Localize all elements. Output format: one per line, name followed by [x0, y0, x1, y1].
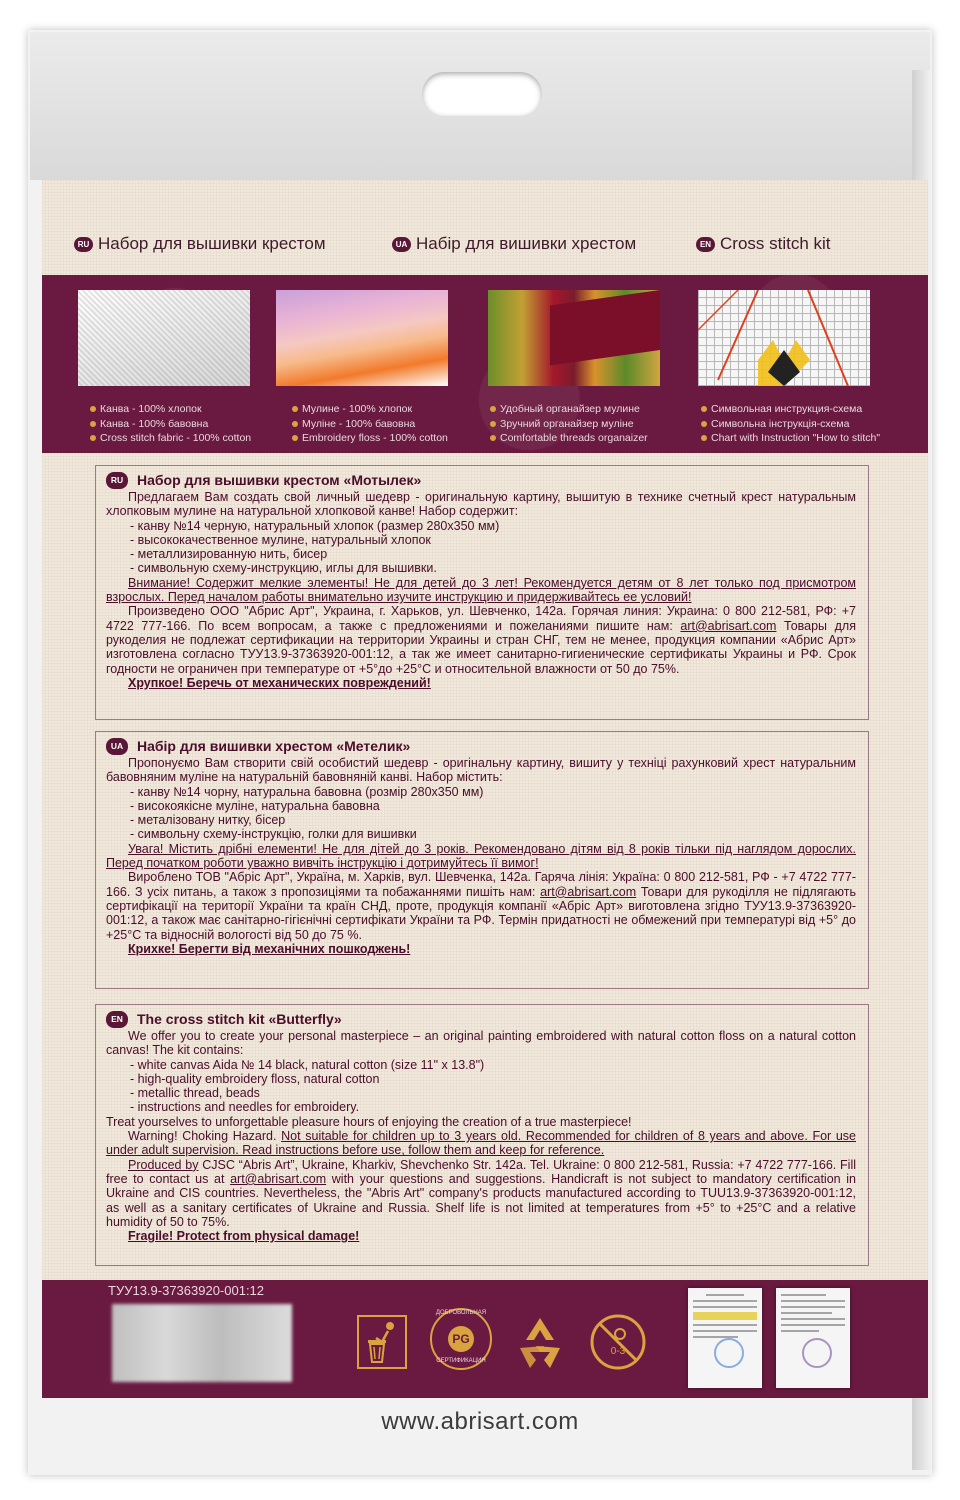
heading-ru — [74, 234, 326, 254]
feature-item: Удобный органайзер мулине — [490, 402, 648, 417]
bullet-icon — [701, 406, 707, 412]
language-headings — [74, 234, 894, 256]
lang-badge-ua: UA — [392, 237, 411, 252]
no-children-icon — [588, 1312, 648, 1372]
en-email-link[interactable]: art@abrisart.com — [230, 1171, 327, 1186]
feature-item: Embroidery floss - 100% cotton — [292, 431, 448, 446]
heading-ua-title: Набір для вишивки хрестом — [416, 234, 637, 253]
bullet-icon — [292, 421, 298, 427]
bullet-icon — [701, 435, 707, 441]
bullet-icon — [292, 406, 298, 412]
en-box-title-text: The cross stitch kit «Butterfly» — [137, 1011, 342, 1028]
feature-item: Зручний органайзер муліне — [490, 417, 648, 432]
en-fragile: Fragile! Protect from physical damage! — [128, 1229, 360, 1244]
ua-description-box — [95, 731, 869, 989]
certification-top-text: ДОБРОВОЛЬНАЯ — [435, 1310, 487, 1316]
ru-email-link[interactable]: art@abrisart.com — [680, 618, 777, 633]
ua-box-title — [106, 738, 856, 755]
certificate-russia-image — [776, 1288, 850, 1388]
ru-intro: Предлагаем Вам создать свой личный шедевр - оригинальную картину, вышитую в технике счетный крест натуральным хлопковым мулине на натуральной хлопковой канве! Набор содержит: — [106, 490, 856, 519]
ua-warning: Увага! Містить дрібні елементи! Не для дітей до 3 років. Рекомендовано дітям від 8 років тільки під наглядом дорослих. Перед початком роботи уважно вивчіть інструкцію і дотримуйтесь її вимог! — [106, 841, 856, 871]
tu-code: ТУУ13.9-37363920-001:12 — [108, 1283, 265, 1298]
pg-label: PG — [452, 1332, 470, 1346]
en-description-box — [95, 1004, 869, 1266]
features-floss — [292, 402, 448, 446]
en-warning: Warning! Choking Hazard. Not suitable for children up to 3 years old. Recommended for children of 8 years and above. For use under adult supervision. Read instructions before use, follow them and keep for reference. — [106, 1129, 856, 1158]
ua-producer: Вироблено ТОВ "Абріс Арт", Україна, м. Харків, вул. Шевченка, 142а. Гаряча лінія: Україна: 0 800 212-581, РФ - +7 4722 777-166. З усіх питань, а також з пропозиціями та побажаннями пишіть нам: art@abrisart.com Товари для рукоділля не підлягають сертифікації на території України та країн СНД, проте, продукція компанії «Абріс Арт» виготовлена згідно ТУУ13.9-37363920-001:12, а також має санітарно-гігієнічні сертифікати України та РФ. Термін придатності не обмежений при температурі від +5° до +25°С та відносній вологості від 50 до 75 %. — [106, 870, 856, 942]
ru-fragile: Хрупкое! Беречь от механических повреждений! — [128, 675, 431, 690]
stamp-icon — [714, 1338, 744, 1368]
ru-item: - металлизированную нить, бисер — [130, 547, 328, 562]
chart-pattern-icon — [698, 290, 870, 386]
features-canvas — [90, 402, 251, 446]
bullet-icon — [490, 435, 496, 441]
en-intro: We offer you to create your personal masterpiece – an original painting embroidered with natural cotton floss on a natural cotton canvas! The kit contains: — [106, 1029, 856, 1058]
ru-item: - высококачественное мулине, натуральный хлопок — [130, 532, 431, 547]
heading-ua — [392, 234, 636, 254]
ua-email-link[interactable]: art@abrisart.com — [540, 884, 637, 899]
bullet-icon — [701, 421, 707, 427]
chart-photo — [698, 290, 870, 386]
lang-badge-ru: RU — [106, 472, 128, 489]
ru-item: - символьную схему-инструкцию, иглы для вышивки. — [130, 561, 437, 576]
organizer-board — [550, 290, 660, 365]
ru-item: - канву №14 черную, натуральный хлопок (размер 280х350 мм) — [130, 518, 500, 533]
recycle-icon — [510, 1312, 570, 1372]
en-box-title — [106, 1011, 856, 1028]
feature-item: Канва - 100% хлопок — [90, 402, 251, 417]
bullet-icon — [90, 406, 96, 412]
en-item: - metallic thread, beads — [130, 1086, 260, 1101]
bullet-icon — [90, 435, 96, 441]
trash-bin-icon — [352, 1312, 412, 1372]
ua-item: - канву №14 чорну, натуральна бавовна (розмір 280х350 мм) — [130, 784, 484, 799]
bullet-icon — [490, 406, 496, 412]
feature-item: Канва - 100% бавовна — [90, 417, 251, 432]
en-treat: Treat yourselves to unforgettable pleasure hours of enjoying the creation of a true masterpiece! — [106, 1114, 632, 1129]
lang-badge-ru: RU — [74, 237, 93, 252]
feature-item: Chart with Instruction "How to stitch" — [701, 431, 880, 446]
ua-item: - металізовану нитку, бісер — [130, 813, 286, 828]
age-label: 0-3 — [610, 1346, 626, 1357]
features-chart — [701, 402, 880, 446]
ru-description-box — [95, 465, 869, 720]
certification-badge — [428, 1306, 494, 1372]
lang-badge-ua: UA — [106, 738, 128, 755]
feature-item: Cross stitch fabric - 100% cotton — [90, 431, 251, 446]
ru-box-title — [106, 472, 856, 489]
ru-box-title-text: Набор для вышивки крестом «Мотылек» — [137, 472, 422, 489]
organizer-photo — [488, 290, 660, 386]
bullet-icon — [292, 435, 298, 441]
ua-item: - високоякісне муліне, натуральна бавовна — [130, 798, 380, 813]
feature-item: Мулине - 100% хлопок — [292, 402, 448, 417]
floss-photo — [276, 290, 448, 386]
lang-badge-en: EN — [696, 237, 715, 252]
ua-item: - символьну схему-інструкцію, голки для вишивки — [130, 827, 417, 842]
ua-box-title-text: Набір для вишивки хрестом «Метелик» — [137, 738, 411, 755]
feature-item: Муліне - 100% бавовна — [292, 417, 448, 432]
bullet-icon — [90, 421, 96, 427]
heading-en — [696, 234, 831, 254]
feature-item: Comfortable threads organaizer — [490, 431, 648, 446]
ru-warning: Внимание! Содержит мелкие элементы! Не для детей до 3 лет! Рекомендуется детям от 8 лет только под присмотром взрослых. Перед началом работы внимательно изучите инструкцию и придерживайтесь ее условий! — [106, 575, 856, 605]
age-warning — [588, 1312, 648, 1372]
hang-hole — [422, 72, 542, 116]
certificate-ukraine-image — [688, 1288, 762, 1388]
stamp-icon — [802, 1338, 832, 1368]
barcode — [112, 1304, 292, 1382]
en-producer: Produced by CJSC “Abris Art”, Ukraine, Kharkiv, Shevchenko Str. 142a. Tel. Ukraine: 0 800 212-581, Russia: +7 4722 777-166. Fill free to contact us at art@abrisart.com with your questions and suggestions. Handicraft is not subject to mandatory certification in Ukraine and CIS countries. Nevertheless, the "Abris Art" company's products manufactured according to TUU13.9-37363920-001:12, as well as a sanitary certificates of Ukraine and Russia. Shelf life is not limited at temperatures from +5° to +25°C and a relative humidity of 50 to 75%. — [106, 1157, 856, 1229]
feature-item: Символьная инструкция-схема — [701, 402, 880, 417]
features-organizer — [490, 402, 648, 446]
ua-intro: Пропонуємо Вам створити свій особистий шедевр - оригінальну картину, вишиту у техніці рахунковий хрест натуральним бавовняним муліне на натуральній бавовняній канві. Набор містить: — [106, 756, 856, 785]
heading-ru-title: Набор для вышивки крестом — [98, 234, 326, 253]
canvas-photo — [78, 290, 250, 386]
feature-item: Символьна інструкція-схема — [701, 417, 880, 432]
certification-bottom-text: СЕРТИФИКАЦИЯ — [436, 1358, 486, 1364]
ru-producer: Произведено ООО "Абрис Арт", Украина, г. Харьков, ул. Шевченко, 142а. Горячая линия: Украина: 0 800 212-581, РФ: +7 4722 777-166. По всем вопросам, а также с предложениями и пожеланиями пишите нам: art@abrisart.com Товары для рукоделия не подлежат сертификации на территории Украины и стран СНГ, тем не менее, продукция компании «Абрис Арт» изготовлена согласно ТУУ13.9-37363920-001:12, а так же имеет санитарно-гигиенические сертификаты Украины и РФ. Срок годности не ограничен при температуре от +5°до +25°С и относительной влажности от 50 до 75%. — [106, 604, 856, 676]
lang-badge-en: EN — [106, 1011, 128, 1028]
bullet-icon — [490, 421, 496, 427]
en-item: - instructions and needles for embroidery. — [130, 1100, 360, 1115]
ua-fragile: Крихке! Берегти від механічних пошкоджень! — [128, 941, 411, 956]
website-link[interactable]: www.abrisart.com — [381, 1408, 579, 1435]
en-item: - high-quality embroidery floss, natural cotton — [130, 1071, 380, 1086]
en-item: - white canvas Aida № 14 black, natural cotton (size 11" x 13.8") — [130, 1057, 485, 1072]
heading-en-title: Cross stitch kit — [720, 234, 831, 253]
